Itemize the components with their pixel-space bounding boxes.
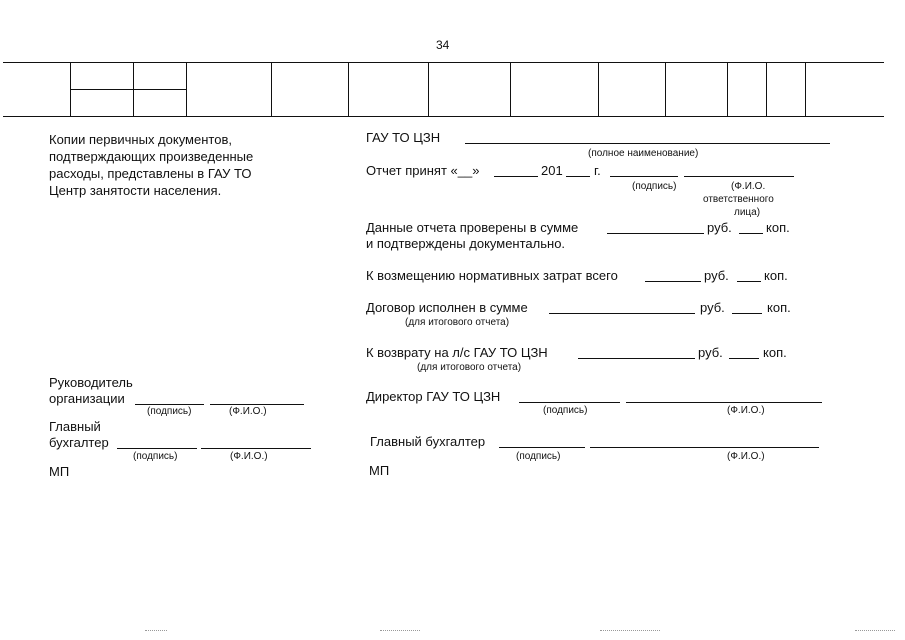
accountant-name-field[interactable] [201, 448, 311, 449]
table-column-divider [727, 63, 728, 116]
chief-accountant-label-2: бухгалтер [49, 435, 109, 450]
report-accepted-label: Отчет принят «__» [366, 163, 480, 178]
acceptor-signature-field[interactable] [610, 176, 678, 177]
contract-label: Договор исполнен в сумме [366, 300, 528, 315]
fio-caption: (Ф.И.О.) [727, 451, 765, 462]
page-number: 34 [436, 38, 450, 52]
rub-label: руб. [707, 220, 732, 235]
chief-accountant-label: Главный бухгалтер [370, 434, 486, 449]
signature-caption: (подпись) [147, 406, 192, 417]
fio-caption: (Ф.И.О.) [230, 451, 268, 462]
reimburse-label: К возмещению нормативных затрат всего [366, 268, 618, 283]
stamp-label: МП [49, 464, 70, 479]
table-column-divider [598, 63, 599, 116]
scan-artifact [145, 630, 167, 631]
table-column-divider [665, 63, 666, 116]
kop-label: коп. [766, 220, 790, 235]
table-column-divider [428, 63, 429, 116]
table-column-divider [805, 63, 806, 116]
signature-caption: (подпись) [516, 451, 561, 462]
table-column-divider [186, 63, 187, 116]
contract-rub-field[interactable] [549, 313, 695, 314]
fio-caption: ответственного [703, 194, 774, 205]
signature-caption: (подпись) [543, 405, 588, 416]
note-line: Копии первичных документов, [49, 132, 232, 147]
acceptor-name-field[interactable] [684, 176, 794, 177]
year-prefix: 201 [541, 163, 563, 178]
final-report-caption: (для итогового отчета) [405, 317, 510, 328]
checked-sum-label: Данные отчета проверены в сумме [366, 220, 579, 235]
note-line: Центр занятости населения. [49, 183, 222, 198]
refund-rub-field[interactable] [578, 358, 695, 359]
accountant-signature-field[interactable] [117, 448, 197, 449]
kop-label: коп. [764, 268, 788, 283]
table-column-divider [766, 63, 767, 116]
refund-kop-field[interactable] [729, 358, 759, 359]
director-label: Директор ГАУ ТО ЦЗН [366, 389, 501, 404]
documents-note [49, 131, 253, 199]
director-name-field[interactable] [626, 402, 822, 403]
reimburse-rub-field[interactable] [645, 281, 701, 282]
scan-artifact [380, 630, 420, 631]
table-row-divider [70, 89, 186, 90]
scan-artifact [855, 630, 895, 631]
kop-label: коп. [763, 345, 787, 360]
org-full-name-field[interactable] [465, 143, 830, 144]
checked-rub-field[interactable] [607, 233, 704, 234]
head-label-2: организации [49, 391, 125, 406]
year-suffix: г. [594, 163, 601, 178]
head-label: Руководитель [49, 375, 133, 390]
checked-kop-field[interactable] [739, 233, 763, 234]
table-column-divider [348, 63, 349, 116]
final-report-caption: (для итогового отчета) [417, 362, 522, 373]
fio-caption: лица) [734, 207, 761, 218]
signature-caption: (подпись) [632, 181, 677, 192]
chief-accountant-name-field[interactable] [590, 447, 819, 448]
table-column-divider [510, 63, 511, 116]
signature-caption: (подпись) [133, 451, 178, 462]
confirmed-label: и подтверждены документально. [366, 236, 566, 251]
fio-caption: (Ф.И.О. [731, 181, 766, 192]
note-line: расходы, представлены в ГАУ ТО [49, 166, 252, 181]
rub-label: руб. [698, 345, 723, 360]
fio-caption: (Ф.И.О.) [727, 405, 765, 416]
rub-label: руб. [700, 300, 725, 315]
director-signature-field[interactable] [519, 402, 620, 403]
header-table [3, 62, 884, 117]
scan-artifact [600, 630, 660, 631]
refund-label: К возврату на л/с ГАУ ТО ЦЗН [366, 345, 548, 360]
kop-label: коп. [767, 300, 791, 315]
head-signature-field[interactable] [135, 404, 204, 405]
org-label: ГАУ ТО ЦЗН [366, 130, 441, 145]
reimburse-kop-field[interactable] [737, 281, 761, 282]
contract-kop-field[interactable] [732, 313, 762, 314]
chief-accountant-label: Главный [49, 419, 101, 434]
report-year-field[interactable] [566, 176, 590, 177]
table-column-divider [271, 63, 272, 116]
stamp-label: МП [369, 463, 390, 478]
note-line: подтверждающих произведенные [49, 149, 254, 164]
head-name-field[interactable] [210, 404, 304, 405]
chief-accountant-signature-field[interactable] [499, 447, 585, 448]
fio-caption: (Ф.И.О.) [229, 406, 267, 417]
full-name-caption: (полное наименование) [588, 148, 699, 159]
report-month-field[interactable] [494, 176, 538, 177]
rub-label: руб. [704, 268, 729, 283]
